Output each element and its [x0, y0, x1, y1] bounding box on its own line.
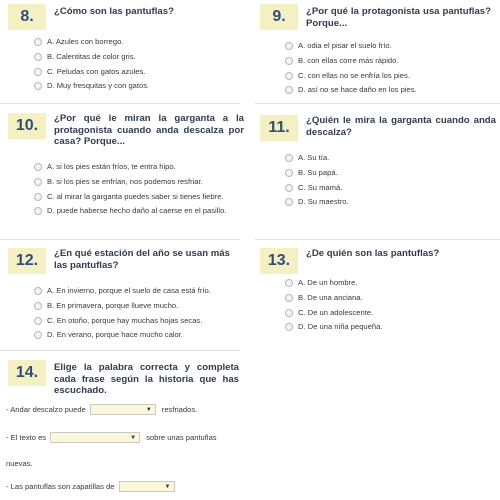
answer-select-1[interactable]	[90, 404, 156, 415]
radio-button[interactable]	[285, 169, 293, 177]
option-b[interactable]: B. con ellas corre más rápido.	[285, 56, 417, 66]
option-d[interactable]: D. Su maestro.	[285, 197, 349, 207]
options-list	[34, 37, 149, 96]
option-d[interactable]: D. De una niña pequeña.	[285, 322, 382, 332]
caret-down-icon: ▼	[145, 406, 152, 413]
sentence-start: - Las pantuflas son zapatillas de	[6, 482, 115, 491]
radio-button[interactable]	[34, 82, 42, 90]
question-text: ¿Por qué le miran la garganta a la protagonista cuando anda descalza por casa? Porque...	[54, 113, 244, 147]
option-a[interactable]: A. odia el pisar el suelo frío.	[285, 41, 417, 51]
caret-down-icon: ▼	[130, 434, 137, 441]
answer-select-3[interactable]	[119, 481, 175, 492]
question-text: ¿En qué estación del año se usan más las pantuflas?	[54, 248, 230, 271]
option-b[interactable]: B. Su papá.	[285, 168, 349, 178]
question-text: Elige la palabra correcta y completa cada frase según la historia que has escuchado.	[54, 362, 239, 396]
option-d[interactable]: D. En verano, porque hace mucho calor.	[34, 330, 211, 340]
radio-button[interactable]	[34, 178, 42, 186]
sentence-start: - El texto es	[6, 433, 47, 442]
radio-button[interactable]	[285, 309, 293, 317]
sentence-end: resfriados.	[161, 405, 198, 414]
fill-sentence-3	[6, 481, 179, 492]
fill-sentence-1	[6, 404, 197, 415]
option-b[interactable]: B. De una anciana.	[285, 293, 382, 303]
radio-button[interactable]	[34, 287, 42, 295]
radio-button[interactable]	[285, 42, 293, 50]
radio-button[interactable]	[34, 68, 42, 76]
option-d[interactable]: D. así no se hace daño en los pies.	[285, 85, 417, 95]
radio-button[interactable]	[285, 154, 293, 162]
options-list	[285, 41, 417, 100]
option-c[interactable]: C. Su mamá.	[285, 183, 349, 193]
sentence-continuation: nuevas.	[6, 459, 33, 468]
section-divider	[255, 103, 500, 104]
question-number: 8.	[8, 4, 46, 30]
radio-button[interactable]	[34, 53, 42, 61]
options-list	[285, 153, 349, 212]
radio-button[interactable]	[34, 331, 42, 339]
question-number: 12.	[8, 248, 46, 274]
question-number: 13.	[260, 248, 298, 274]
options-list	[34, 286, 211, 345]
radio-button[interactable]	[285, 57, 293, 65]
radio-button[interactable]	[285, 86, 293, 94]
caret-down-icon: ▼	[164, 483, 171, 490]
option-a[interactable]: A. si los pies están fríos, te entra hipo.	[34, 162, 229, 172]
question-text: ¿Por qué la protagonista usa pantuflas? Porque...	[306, 6, 491, 29]
radio-button[interactable]	[285, 72, 293, 80]
question-text: ¿Quién le mira la garganta cuando anda descalza?	[306, 115, 496, 138]
sentence-end: sobre unas pantuflas	[146, 433, 217, 442]
section-divider	[0, 103, 240, 104]
option-a[interactable]: A. De un hombre.	[285, 278, 382, 288]
options-list	[34, 162, 229, 221]
answer-select-2[interactable]	[50, 432, 140, 443]
option-c[interactable]: C. En otoño, porque hay muchas hojas secas.	[34, 316, 211, 326]
question-number: 10.	[8, 113, 46, 139]
radio-button[interactable]	[34, 317, 42, 325]
option-b[interactable]: B. si los pies se enfrían, nos podemos resfriar.	[34, 177, 229, 187]
radio-button[interactable]	[285, 279, 293, 287]
radio-button[interactable]	[285, 184, 293, 192]
question-number: 9.	[260, 4, 298, 30]
question-number: 11.	[260, 115, 298, 141]
radio-button[interactable]	[34, 193, 42, 201]
section-divider	[0, 239, 240, 240]
fill-sentence-2	[6, 432, 217, 443]
radio-button[interactable]	[285, 323, 293, 331]
section-divider	[255, 239, 500, 240]
radio-button[interactable]	[34, 163, 42, 171]
options-list	[285, 278, 382, 337]
option-a[interactable]: A. En invierno, porque el suelo de casa está frío.	[34, 286, 211, 296]
sentence-start: - Andar descalzo puede	[6, 405, 86, 414]
option-b[interactable]: B. En primavera, porque llueve mucho.	[34, 301, 211, 311]
option-c[interactable]: C. De un adolescente.	[285, 308, 382, 318]
question-text: ¿Cómo son las pantuflas?	[54, 6, 174, 17]
radio-button[interactable]	[285, 294, 293, 302]
radio-button[interactable]	[285, 198, 293, 206]
option-a[interactable]: A. Su tía.	[285, 153, 349, 163]
option-c[interactable]: C. Peludas con gatos azules.	[34, 67, 149, 77]
question-text: ¿De quién son las pantuflas?	[306, 248, 440, 259]
option-d[interactable]: D. Muy fresquitas y con gatos.	[34, 81, 149, 91]
option-a[interactable]: A. Azules con borrego.	[34, 37, 149, 47]
radio-button[interactable]	[34, 302, 42, 310]
radio-button[interactable]	[34, 207, 42, 215]
question-number: 14.	[8, 360, 46, 386]
option-c[interactable]: C. al mirar la garganta puedes saber si tienes fiebre.	[34, 192, 229, 202]
option-b[interactable]: B. Calentitas de color gris.	[34, 52, 149, 62]
option-c[interactable]: C. con ellas no se enfría los pies.	[285, 71, 417, 81]
radio-button[interactable]	[34, 38, 42, 46]
section-divider	[0, 350, 240, 351]
option-d[interactable]: D. puede haberse hecho daño al caerse en el pasillo.	[34, 206, 229, 216]
